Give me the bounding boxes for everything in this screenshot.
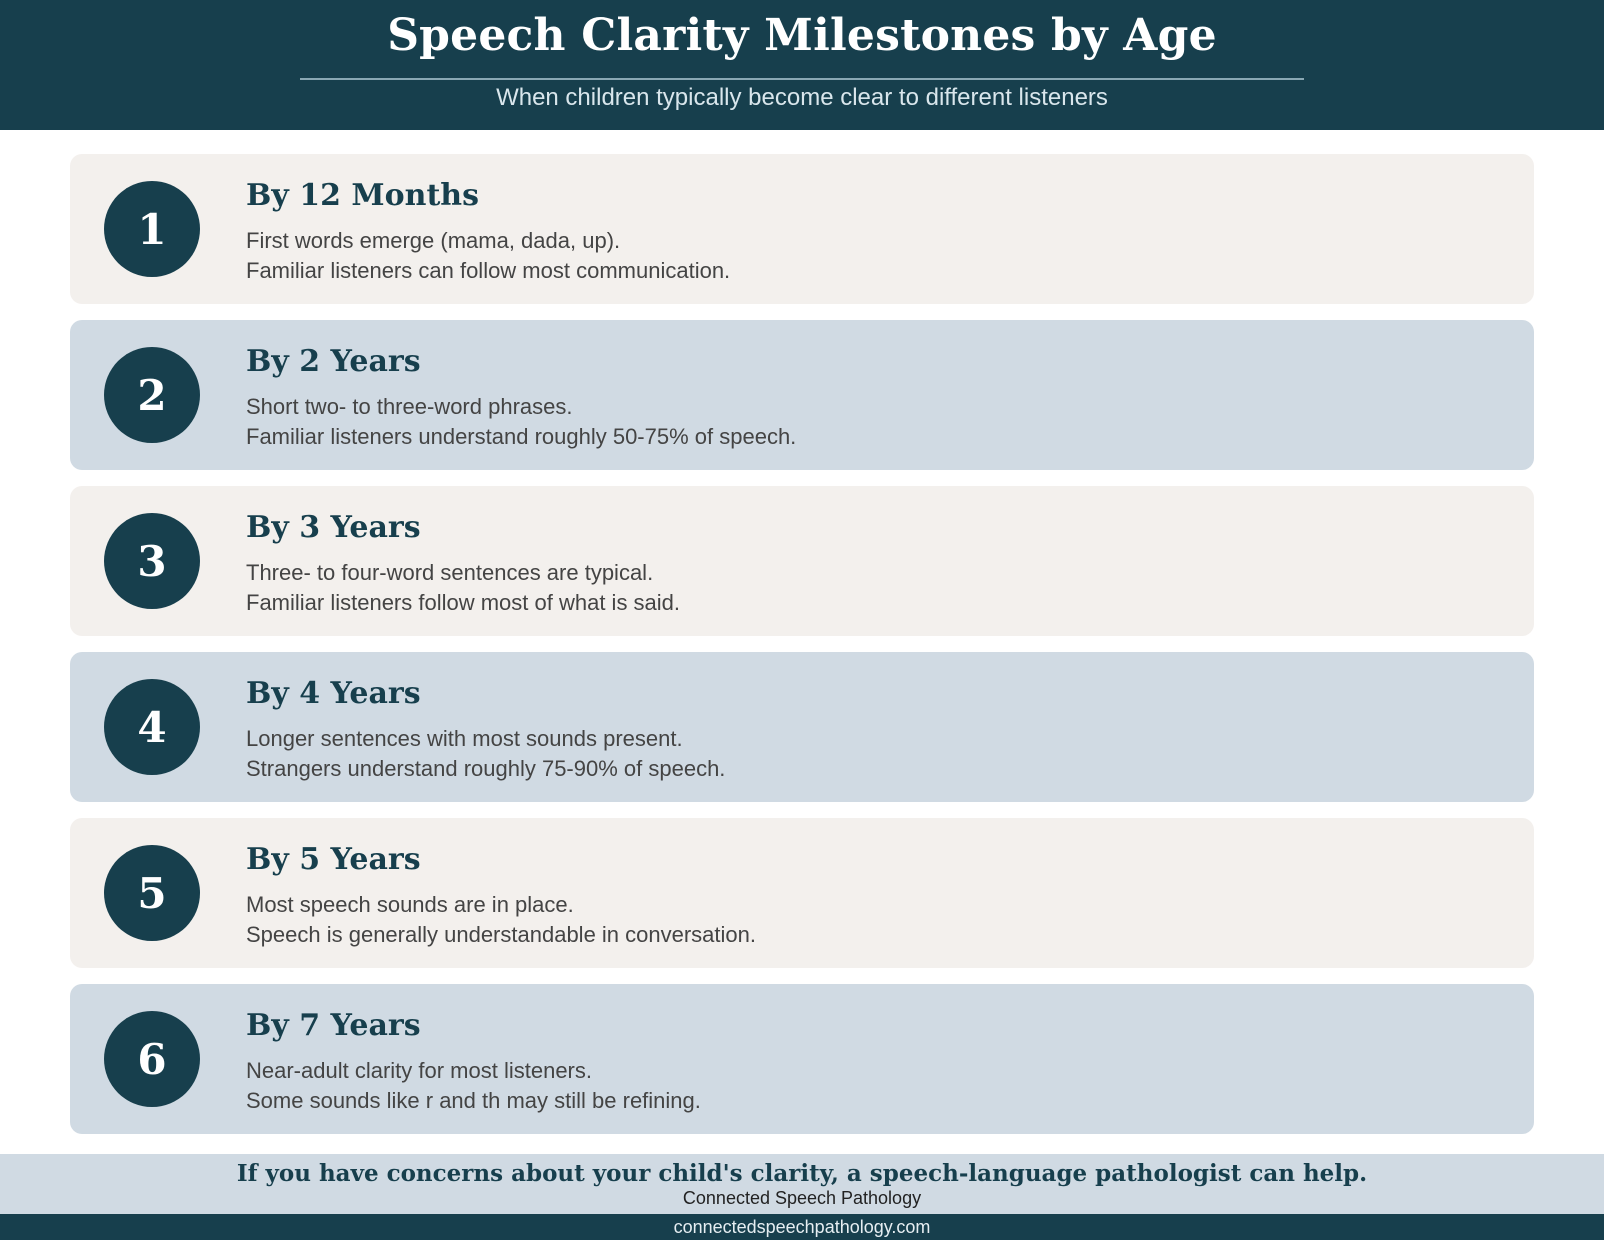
milestone-description: Longer sentences with most sounds present. xyxy=(246,726,683,751)
milestone-number-badge: 3 xyxy=(104,513,200,609)
footer-call-to-action: If you have concerns about your child's clarity, a speech-language pathologist can help. xyxy=(236,1160,1368,1187)
milestone-description: Near-adult clarity for most listeners. xyxy=(246,1058,592,1083)
website-link[interactable]: connectedspeechpathology.com xyxy=(673,1217,931,1237)
milestone-description: Familiar listeners understand roughly 50-75% of speech. xyxy=(246,424,797,449)
milestone-heading: By 3 Years xyxy=(246,510,421,545)
milestone-card xyxy=(70,486,1534,636)
milestone-heading: By 7 Years xyxy=(246,1008,421,1043)
milestone-card xyxy=(70,818,1534,968)
bottom-bar xyxy=(0,1214,1604,1240)
milestone-description: Short two- to three-word phrases. xyxy=(246,394,573,419)
milestone-description: Familiar listeners can follow most communication. xyxy=(246,258,731,283)
milestone-number-badge: 1 xyxy=(104,181,200,277)
milestone-description: Strangers understand roughly 75-90% of speech. xyxy=(246,756,726,781)
milestone-card xyxy=(70,320,1534,470)
milestone-card xyxy=(70,154,1534,304)
milestone-description: First words emerge (mama, dada, up). xyxy=(246,228,621,253)
milestone-card xyxy=(70,984,1534,1134)
milestone-heading: By 12 Months xyxy=(246,178,480,213)
milestone-description: Some sounds like r and th may still be refining. xyxy=(246,1088,701,1113)
milestone-heading: By 2 Years xyxy=(246,344,421,379)
milestone-description: Speech is generally understandable in conversation. xyxy=(246,922,756,947)
organization-name: Connected Speech Pathology xyxy=(682,1188,922,1208)
milestone-heading: By 4 Years xyxy=(246,676,421,711)
milestone-number-badge: 2 xyxy=(104,347,200,443)
milestone-number-badge: 4 xyxy=(104,679,200,775)
milestone-number-badge: 5 xyxy=(104,845,200,941)
milestone-description: Most speech sounds are in place. xyxy=(246,892,574,917)
milestone-number-badge: 6 xyxy=(104,1011,200,1107)
milestone-list xyxy=(70,154,1534,1150)
milestone-heading: By 5 Years xyxy=(246,842,421,877)
header xyxy=(0,0,1604,130)
page-subtitle: When children typically become clear to different listeners xyxy=(496,84,1108,111)
footer xyxy=(0,1154,1604,1214)
title-divider xyxy=(300,78,1304,80)
page-title: Speech Clarity Milestones by Age xyxy=(387,10,1217,61)
milestone-description: Three- to four-word sentences are typical. xyxy=(246,560,654,585)
milestone-card xyxy=(70,652,1534,802)
milestone-description: Familiar listeners follow most of what is said. xyxy=(246,590,681,615)
